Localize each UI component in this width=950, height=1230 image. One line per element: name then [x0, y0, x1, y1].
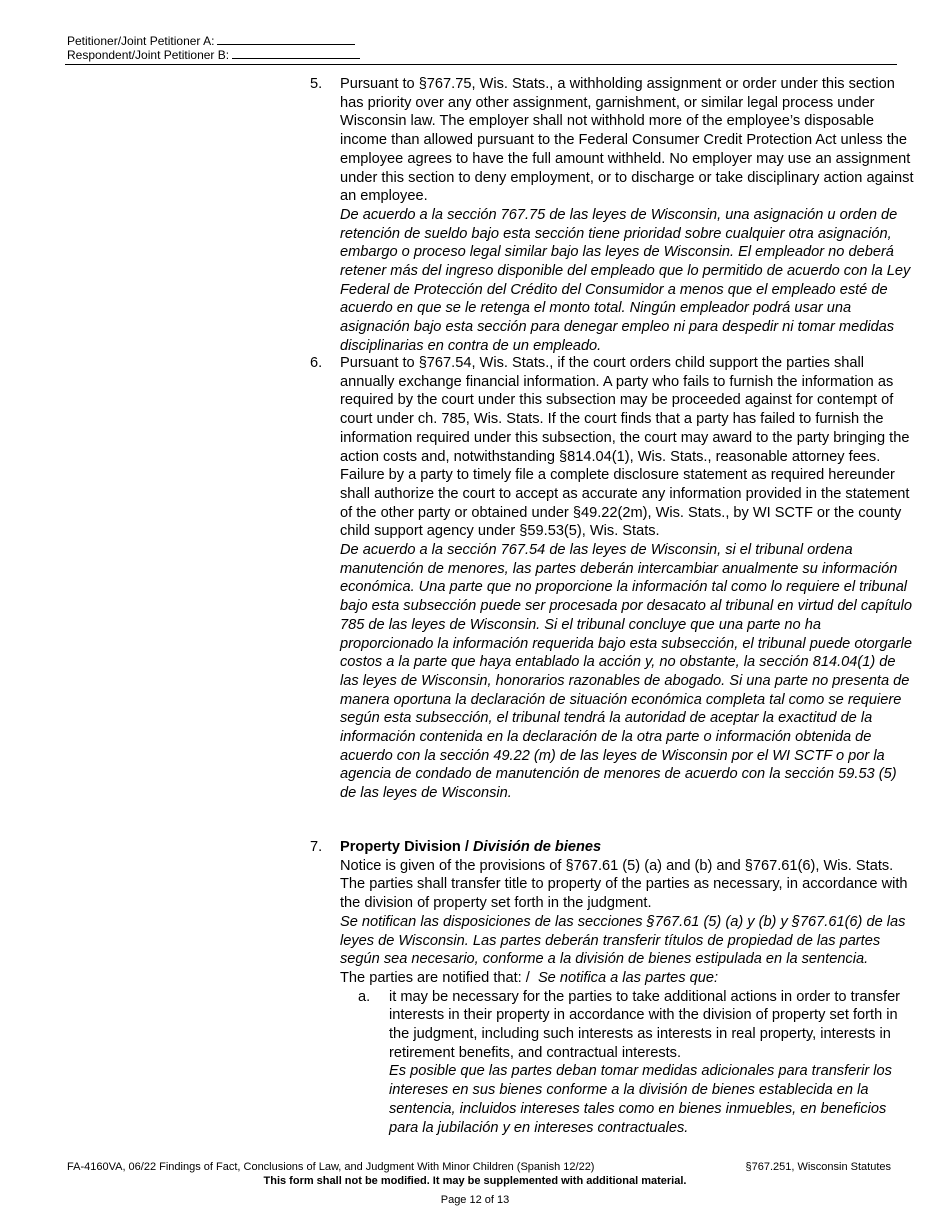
section-heading	[340, 838, 915, 857]
heading-english: Property Division	[340, 839, 461, 855]
sub-item-a	[358, 988, 915, 1138]
notified-spanish: Se notifica a las partes que:	[537, 969, 719, 986]
numbered-item-6	[310, 354, 915, 803]
item-number: 6.	[310, 355, 323, 371]
item-english-text: Pursuant to §767.54, Wis. Stats., if the court orders child support the parties shall annually exchange financial information. A party who fails to furnish the information as required by the court under this subsection may be proceeded against for contempt of court under ch. 785, Wis. Stats. If the court finds that a party has failed to furnish the information required under this subsection, the court may award to the party bringing the action costs and, notwithstanding §814.04(1), Wis. Stats., reasonable attorney fees. Failure by a party to timely file a complete disclosure statement as required hereunder shall authorize the court to accept as accurate any information provided in the statement of the other party or obtained under §49.22(2m), Wis. Stats., by WI SCTF or the county child support agency under §59.53(5), Wis. Stats.	[340, 355, 910, 540]
sub-item-spanish-text: Es posible que las partes deban tomar medidas adicionales para transferir los intereses en sus bienes conforme a la división de bienes establecida en la sentencia, incluidos intereses tales como en bienes inmuebles, en beneficios para la jubilación y en intereses contractuales.	[389, 1063, 892, 1136]
respondent-blank-line	[232, 47, 360, 59]
item-spanish-text: Se notifican las disposiciones de las secciones §767.61 (5) (a) y (b) y §767.61(6) de las leyes de Wisconsin. Las partes deberán transferir títulos de propiedad de las partes según sea necesario, conforme a la división de bienes estipulada en la sentencia.	[340, 913, 906, 968]
header-divider	[65, 64, 897, 65]
item-english-text: Notice is given of the provisions of §767.61 (5) (a) and (b) and §767.61(6), Wis. Stats. The parties shall transfer title to property of the parties as necessary, in accordance with the division of property set forth in the judgment.	[340, 857, 908, 912]
petitioner-label: Petitioner/Joint Petitioner A:	[67, 34, 215, 48]
petitioner-field	[67, 33, 355, 48]
notified-line	[340, 969, 915, 988]
respondent-field	[67, 47, 360, 62]
item-spanish-text: De acuerdo a la sección 767.54 de las leyes de Wisconsin, si el tribunal ordena manutención de menores, las partes deberán intercambiar anualmente su información económica. Una parte que no proporcione la información tal como lo requiere el tribunal bajo esta subsección puede ser procesada por desacato al tribunal en virtud del capítulo 785 de las leyes de Wisconsin. Si el tribunal concluye que una parte no ha proporcionado la información requerida bajo esta subsección, el tribunal puede otorgarle costos a la parte que haya entablado la acción y, no obstante, la sección 814.04(1) de las leyes de Wisconsin, honorarios razonables de abogado. Si una parte no presenta de manera oportuna la declaración de situación económica completa tal como se requiere según esta subsección, el tribunal tendrá la autoridad de aceptar la exactitud de la información contenida en la declaración de la otra parte o información obtenida de acuerdo con la sección 49.22 (m) de las leyes de Wisconsin por el WI SCTF o por la agencia de condado de manutención de menores de acuerdo con la sección 59.53 (5) de las leyes de Wisconsin.	[340, 542, 912, 802]
item-spanish-text: De acuerdo a la sección 767.75 de las leyes de Wisconsin, una asignación u orden de retención de sueldo bajo esta sección tiene prioridad sobre cualquier otra asignación, embargo o proceso legal similar bajo las leyes de Wisconsin. El empleador no deberá retener más del ingreso disponible del empleado que lo permitido de acuerdo con la Ley Federal de Protección del Crédito del Consumidor a menos que el empleado esté de acuerdo en que se le retenga el monto total. Ningún empleador podrá usar una asignación bajo esta sección para denegar empleo ni para despedir ni tomar medidas disciplinarias en contra de un empleado.	[340, 206, 911, 354]
modification-notice: This form shall not be modified. It may be supplemented with additional material.	[263, 1175, 687, 1187]
numbered-item-7	[310, 838, 915, 1137]
petitioner-blank-line	[217, 33, 355, 45]
sub-item-english-text: it may be necessary for the parties to take additional actions in order to transfer interests in their property in accordance with the division of property set forth in the judgment, including such interests as interests in real property, interests in retirement benefits, and contractual interests.	[389, 988, 901, 1061]
item-number: 7.	[310, 839, 323, 855]
heading-spanish: División de bienes	[473, 839, 602, 855]
item-number: 5.	[310, 76, 323, 92]
respondent-label: Respondent/Joint Petitioner B:	[67, 48, 230, 62]
item-english-text: Pursuant to §767.75, Wis. Stats., a withholding assignment or order under this section has priority over any other assignment, garnishment, or similar legal process under Wisconsin law. The employer shall not withhold more of the employee’s disposable income than allowed pursuant to the Federal Consumer Credit Protection Act unless the employee agrees to have the full amount withheld. No employer may use an assignment under this section to deny employment, or to discharge or take disciplinary action against an employee.	[340, 76, 914, 205]
page-number: Page 12 of 13	[440, 1194, 510, 1206]
heading-separator: /	[460, 839, 474, 855]
form-identifier: FA-4160VA, 06/22 Findings of Fact, Conclusions of Law, and Judgment With Minor Children (Spanish 12/22)	[67, 1161, 595, 1173]
notified-english: The parties are notified that: /	[340, 969, 538, 986]
numbered-item-5	[310, 75, 915, 356]
statute-reference: §767.251, Wisconsin Statutes	[745, 1161, 891, 1173]
sub-item-letter: a.	[358, 988, 371, 1005]
